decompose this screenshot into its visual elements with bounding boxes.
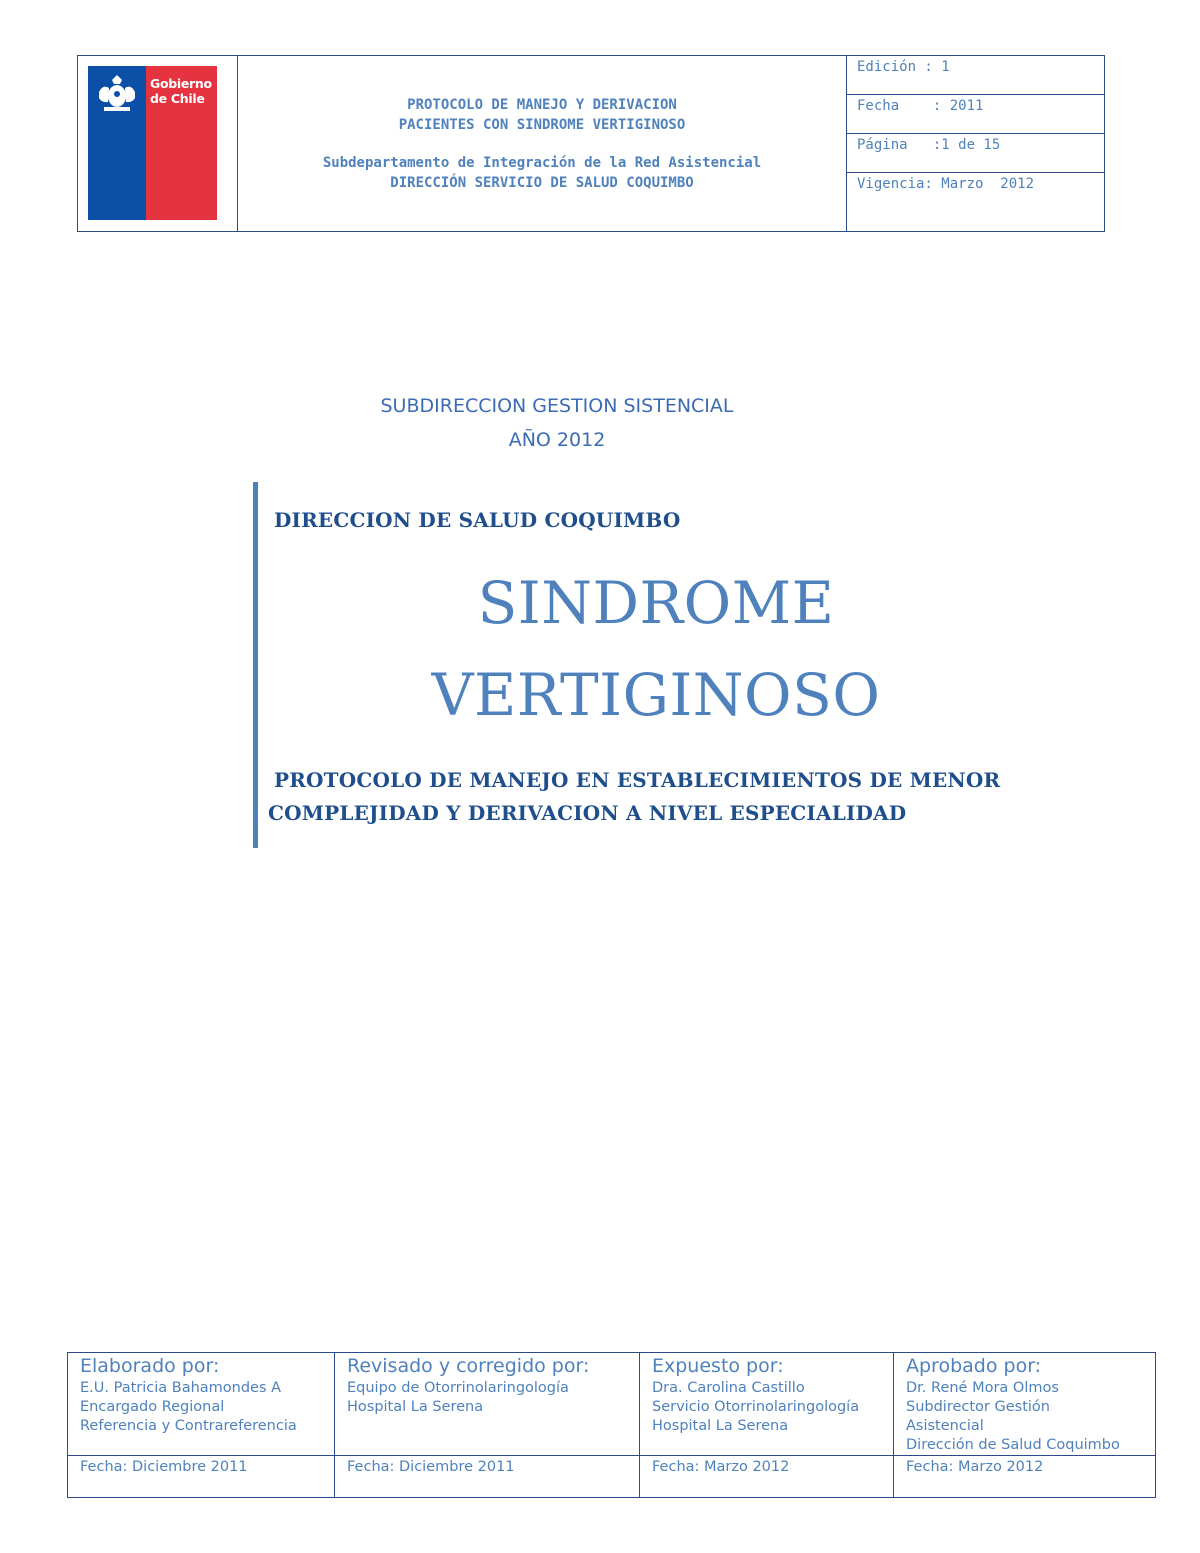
aprobado-line: Dirección de Salud Coquimbo [906,1437,1120,1453]
elaborado-line: E.U. Patricia Bahamondes A [80,1380,282,1396]
aprobado-line: Subdirector Gestión [906,1399,1050,1415]
direccion-heading: DIRECCION DE SALUD COQUIMBO [274,508,681,532]
approval-table [67,1352,1156,1498]
fecha-field: Fecha : 2011 [847,95,1104,134]
edicion-field: Edición : 1 [847,56,1104,95]
protocol-subtitle [268,764,1058,830]
logo-text-line1: Gobierno [150,76,212,91]
revisado-column [335,1353,640,1497]
logo-blue-panel [88,66,146,220]
aprobado-line: Asistencial [906,1418,984,1434]
expuesto-line: Hospital La Serena [652,1418,789,1434]
elaborado-heading: Elaborado por: [80,1355,220,1377]
expuesto-line: Dra. Carolina Castillo [652,1380,805,1396]
protocol-subtitle-line1: PROTOCOLO DE MANEJO EN ESTABLECIMIENTOS DE MENOR [274,768,1001,792]
logo-cell [78,56,238,231]
elaborado-line: Encargado Regional [80,1399,225,1415]
elaborado-fecha: Fecha: Diciembre 2011 [80,1459,248,1475]
cover-title-line1: SINDROME [477,569,835,637]
coat-of-arms-icon [94,72,140,114]
vigencia-field: Vigencia: Marzo 2012 [857,176,1035,192]
document-header-table [77,55,1105,232]
header-title-cell [238,56,847,231]
aprobado-heading: Aprobado por: [906,1355,1042,1377]
header-subtitle-line2: DIRECCIÓN SERVICIO DE SALUD COQUIMBO [390,174,694,191]
expuesto-column [640,1353,894,1497]
subdireccion-heading: SUBDIRECCION GESTION SISTENCIAL [380,395,734,417]
expuesto-line: Servicio Otorrinolaringología [652,1399,860,1415]
aprobado-line: Dr. René Mora Olmos [906,1380,1059,1396]
gobierno-de-chile-logo [88,66,217,220]
logo-text [150,76,212,106]
logo-text-line2: de Chile [150,91,205,106]
pagina-field: Página :1 de 15 [847,134,1104,173]
aprobado-fecha: Fecha: Marzo 2012 [906,1459,1044,1475]
expuesto-heading: Expuesto por: [652,1355,784,1377]
header-title-line1: PROTOCOLO DE MANEJO Y DERIVACION [407,96,677,113]
aprobado-column [894,1353,1155,1497]
header-meta-cell [847,56,1104,231]
revisado-heading: Revisado y corregido por: [347,1355,590,1377]
protocol-subtitle-line2: COMPLEJIDAD Y DERIVACION A NIVEL ESPECIALIDAD [268,801,907,825]
revisado-line: Hospital La Serena [347,1399,484,1415]
elaborado-line: Referencia y Contrareferencia [80,1418,297,1434]
header-title-line2: PACIENTES CON SINDROME VERTIGINOSO [398,116,686,133]
logo-red-panel [146,66,217,220]
elaborado-column [68,1353,335,1497]
year-heading: AÑO 2012 [508,429,606,451]
cover-title-line2: VERTIGINOSO [431,661,881,729]
revisado-line: Equipo de Otorrinolaringología [347,1380,569,1396]
header-subtitle-line1: Subdepartamento de Integración de la Red Asistencial [322,154,762,171]
expuesto-fecha: Fecha: Marzo 2012 [652,1459,790,1475]
revisado-fecha: Fecha: Diciembre 2011 [347,1459,515,1475]
